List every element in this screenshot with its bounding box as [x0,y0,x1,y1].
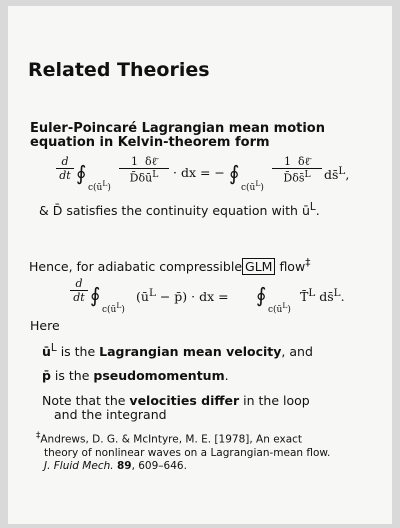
subtitle-line-1: Euler-Poincaré Lagrangian mean motion [30,121,325,136]
eq2-rhs: T̄$^L$ ds̄$^L$. [300,287,345,305]
eq2-integrand: ($ū^L$ − p̄) · dx = [136,287,229,305]
note-line-1: Note that the velocities differ in the loop [42,393,310,408]
reference-line-1: ‡Andrews, D. G. & McIntyre, M. E. [1978], An exact [36,431,303,446]
eq1-contour-integral: ∮ [76,161,87,185]
eq2-contour-label: $c(ū^L)$ [102,301,125,315]
eq2-contour-integral-rhs: ∮ [256,283,267,307]
eq2-ddt: $\frac{d}{dt}$ [70,277,88,304]
continuity-line: & D̄ satisfies the continuity equation with $ū^L$. [39,201,320,219]
eq2-contour-integral: ∮ [90,283,101,307]
eq1-contour-integral-rhs: ∮ [229,161,240,185]
eq1-dot-dx: · dx = − [173,165,225,180]
eq1-contour-label: $c(ū^L)$ [88,179,111,193]
eq1-tail: ds̄$^L$, [324,165,350,183]
eq1-variational-fraction: 1 δℓ̄ $D̄\delta ū^L$ [119,155,169,185]
note-line-2: and the integrand [54,407,167,422]
reference-line-2: theory of nonlinear waves on a Lagrangian-mean flow. [44,446,331,459]
hence-line: Hence, for adiabatic compressible GLM flow‡ [29,257,311,275]
velocity-definition: $ū^L$ is the Lagrangian mean velocity, and [42,342,313,360]
eq1-variational-fraction-rhs: 1 δℓ̄ D̄δs̄$^L$ [272,155,322,185]
slide-title: Related Theories [28,59,210,81]
eq1-ddt: $\frac{d}{dt}$ [56,155,74,182]
pseudomomentum-definition: p̄ is the pseudomomentum. [42,368,229,383]
here-label: Here [30,318,60,333]
subtitle-line-2: equation in Kelvin-theorem form [30,135,270,150]
eq1-contour-label-rhs: $c(ū^L)$ [241,179,264,193]
eq2-contour-label-rhs: $c(ū^L)$ [268,301,291,315]
reference-line-3: J. Fluid Mech. 89, 609–646. [44,459,187,472]
reference [36,430,330,473]
glm-box: GLM [242,258,275,275]
